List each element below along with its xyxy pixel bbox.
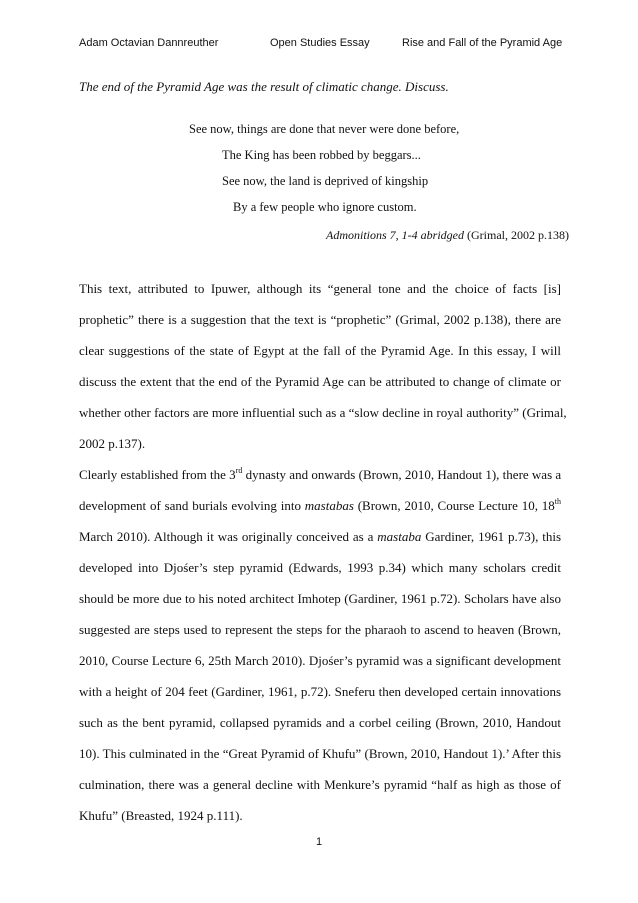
essay-question: The end of the Pyramid Age was the result of climatic change. Discuss. (79, 79, 449, 94)
header-course: Open Studies Essay (270, 37, 370, 49)
paragraph-line: Khufu” (Breasted, 1924 p.111). (79, 808, 243, 823)
paragraph-line: discuss the extent that the end of the Pyramid Age can be attributed to change of climate or (79, 374, 561, 389)
header-author: Adam Octavian Dannreuther (79, 37, 219, 49)
epigraph-line-4: By a few people who ignore custom. (233, 200, 417, 214)
paragraph-line: should be more due to his noted architect Imhotep (Gardiner, 1961 p.72). Scholars have also (79, 591, 561, 606)
paragraph-line: suggested are steps used to represent the steps for the pharaoh to ascend to heaven (Brown, (79, 622, 561, 637)
epigraph-line-2: The King has been robbed by beggars... (222, 148, 421, 162)
paragraph-line: 10). This culminated in the “Great Pyramid of Khufu” (Brown, 2010, Handout 1).’ After this (79, 746, 561, 761)
paragraph-line: culmination, there was a general decline with Menkure’s pyramid “half as high as those of (79, 777, 561, 792)
paragraph-1 (79, 280, 567, 466)
paragraph-line: 2002 p.137). (79, 436, 146, 451)
citation-title: Admonitions 7, 1-4 abridged (326, 228, 464, 242)
paragraph-line: development of sand burials evolving into mastabas (Brown, 2010, Course Lecture 10, 18th (79, 497, 561, 513)
header-essay-title: Rise and Fall of the Pyramid Age (402, 37, 563, 49)
paragraph-2 (79, 466, 561, 838)
paragraph-line: whether other factors are more influential such as a “slow decline in royal authority” (Grimal, (79, 405, 567, 420)
epigraph-citation (326, 228, 569, 243)
page-number: 1 (315, 836, 323, 848)
citation-ref: (Grimal, 2002 p.138) (467, 228, 569, 242)
paragraph-line: Clearly established from the 3rd dynasty and onwards (Brown, 2010, Handout 1), there was a (79, 466, 562, 482)
epigraph-line-1: See now, things are done that never were done before, (189, 122, 460, 136)
paragraph-line: March 2010). Although it was originally conceived as a mastaba Gardiner, 1961 p.73), this (79, 529, 561, 544)
paragraph-line: such as the bent pyramid, collapsed pyramids and a corbel ceiling (Brown, 2010, Handout (79, 715, 561, 730)
paragraph-line: prophetic” there is a suggestion that the text is “prophetic” (Grimal, 2002 p.138), there are (79, 312, 561, 327)
paragraph-line: developed into Djośer’s step pyramid (Edwards, 1993 p.34) which many scholars credit (79, 560, 561, 575)
paragraph-line: 2010, Course Lecture 6, 25th March 2010). Djośer’s pyramid was a significant development (79, 653, 561, 668)
epigraph-line-3: See now, the land is deprived of kingship (222, 174, 429, 188)
paragraph-line: with a height of 204 feet (Gardiner, 1961, p.72). Sneferu then developed certain innovations (79, 684, 561, 699)
paragraph-line: clear suggestions of the state of Egypt at the fall of the Pyramid Age. In this essay, I will (79, 343, 561, 358)
paragraph-line: This text, attributed to Ipuwer, although its “general tone and the choice of facts [is] (79, 281, 561, 296)
